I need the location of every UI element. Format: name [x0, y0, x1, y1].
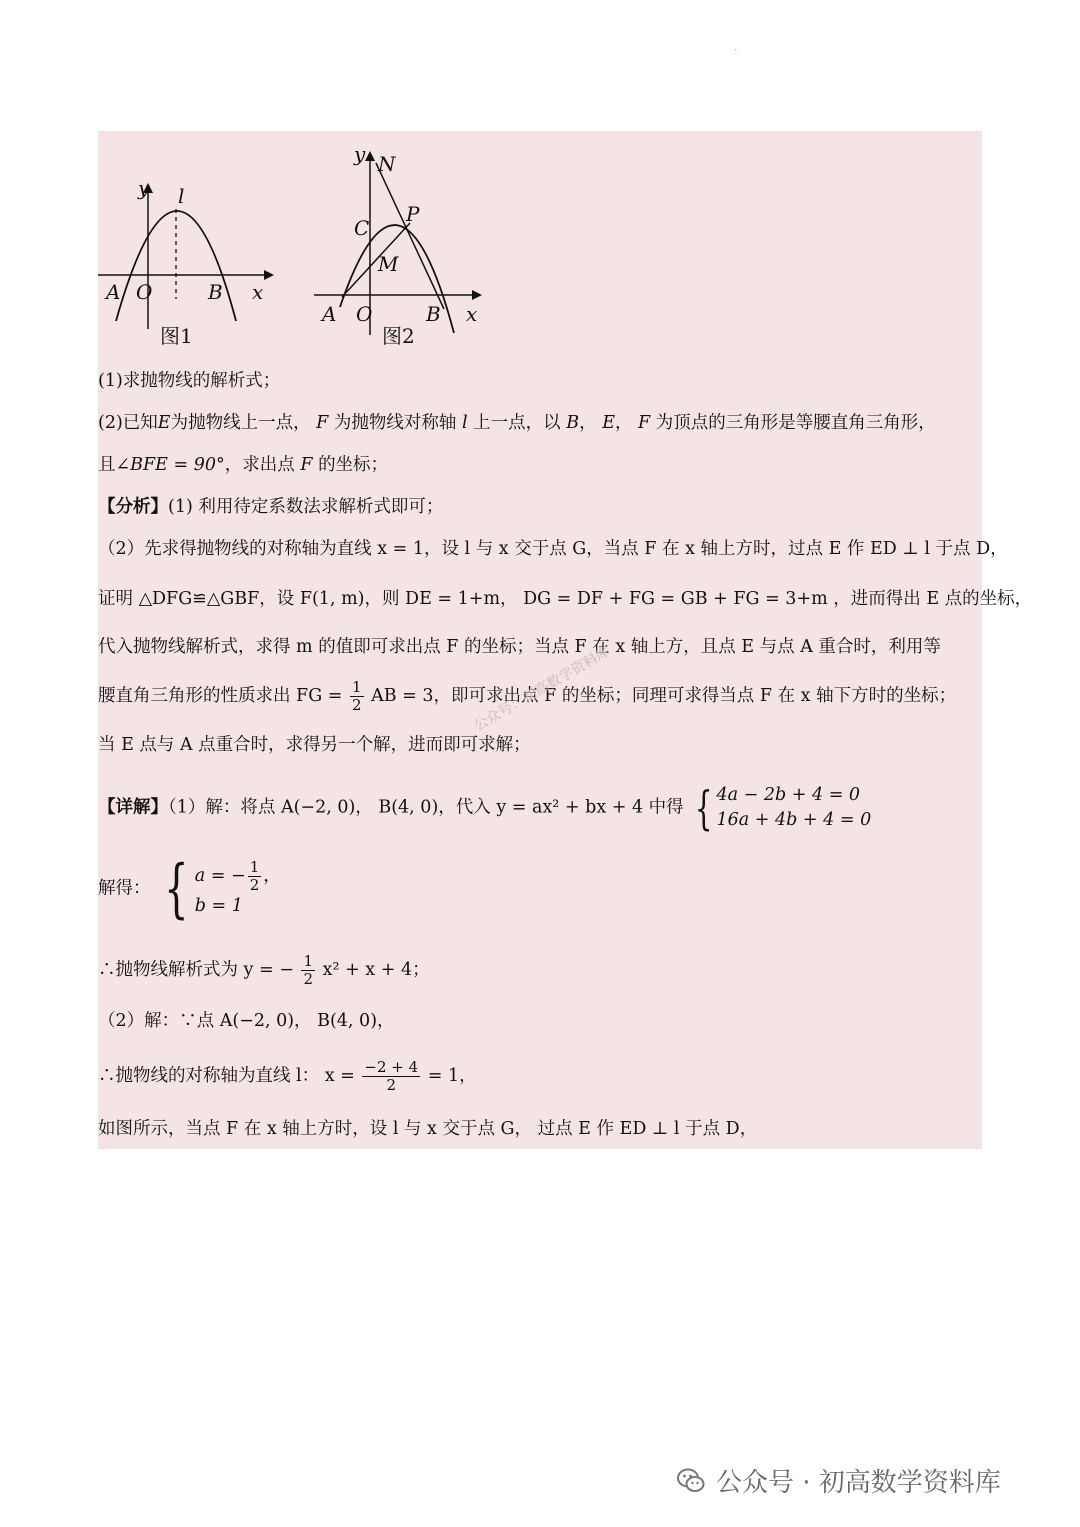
footer	[676, 1462, 1001, 1499]
fig2-A-label: A	[322, 302, 337, 326]
analysis-2: （2）先求得抛物线的对称轴为直线 x = 1，设 l 与 x 交于点 G，当点 F 在 x 轴上方时，过点 E 作 ED ⊥ l 于点 D，	[98, 539, 1008, 559]
fig2-y-label: y	[354, 142, 366, 166]
detail-1: 【详解】（1）解：将点 A(−2, 0)， B(4, 0)，代入 y = ax² + bx + 4 中得 { 4a − 2b + 4 = 0 16a + 4b + 4 = 0	[98, 781, 872, 835]
fig2-P-label: P	[406, 202, 420, 226]
figure-2-svg	[314, 141, 494, 351]
analysis-6: 当 E 点与 A 点重合时，求得另一个解，进而即可求解；	[98, 735, 531, 755]
fig2-O-label: O	[356, 302, 373, 326]
figure-1	[98, 171, 278, 365]
fig1-B-label: B	[208, 280, 223, 304]
fig1-caption: 图1	[160, 324, 193, 348]
page-mark: ˏ	[734, 40, 738, 51]
wechat-icon	[676, 1466, 706, 1496]
equation-system: 4a − 2b + 4 = 0 16a + 4b + 4 = 0	[716, 785, 872, 830]
fig1-l-label: l	[178, 184, 185, 208]
content-panel	[98, 131, 1033, 1149]
fig2-x-label: x	[466, 302, 478, 326]
figure-1-svg	[98, 171, 278, 361]
analysis-4: 代入抛物线解析式，求得 m 的值即可求出点 F 的坐标；当点 F 在 x 轴上方，且点 E 与点 A 重合时，利用等	[98, 637, 941, 657]
detail-4: （2）解：∵点 A(−2, 0)， B(4, 0)，	[98, 1011, 395, 1031]
figure-2	[314, 141, 494, 355]
fig1-O-label: O	[136, 280, 153, 304]
detail-6: 如图所示，当点 F 在 x 轴上方时，设 l 与 x 交于点 G， 过点 E 作 ED ⊥ l 于点 D，	[98, 1119, 758, 1139]
fig1-x-label: x	[252, 280, 264, 304]
watermark: 公众号：初高数学资料库	[471, 643, 613, 735]
detail-2: 解得： { a = − $\frac{1}{2}$ ， b = 1	[98, 852, 281, 926]
solution-system: a = − $\frac{1}{2}$ ， b = 1	[194, 858, 281, 916]
fraction-half: $\frac{1}{2}$	[352, 678, 362, 714]
detail-5: ∴抛物线的对称轴为直线 l： x = $\frac{-2 + 4}{2}$ = 1，	[98, 1058, 477, 1094]
question-1: (1)求抛物线的解析式；	[98, 371, 281, 391]
analysis-3: 证明 △DFG≌△GBF，设 F(1, m)，则 DE = 1+m， DG = DF + FG = GB + FG = 3+m ，进而得出 E 点的坐标，	[98, 589, 1033, 609]
fig1-A-label: A	[106, 280, 121, 304]
fig2-caption: 图2	[382, 324, 415, 348]
fig2-M-label: M	[378, 252, 399, 276]
fig2-C-label: C	[354, 216, 370, 240]
detail-3: ∴抛物线解析式为 y = − $\frac{1}{2}$ x² + x + 4；	[98, 952, 430, 988]
fig2-B-label: B	[426, 302, 441, 326]
fig2-N-label: N	[378, 152, 396, 176]
question-2: (2)已知E为抛物线上一点， F 为抛物线对称轴 l 上一点，以 B， E， F 为顶点的三角形是等腰直角三角形，	[98, 413, 936, 433]
question-2-cont: 且∠BFE = 90°，求出点 F 的坐标；	[98, 455, 389, 475]
analysis-5: 腰直角三角形的性质求出 FG = $\frac{1}{2}$ AB = 3，即可求出点 F 的坐标；同理可求得当点 F 在 x 轴下方时的坐标；	[98, 678, 957, 714]
fig1-y-label: y	[138, 176, 150, 200]
footer-text: 公众号 · 初高数学资料库	[716, 1468, 1001, 1498]
analysis-1: 【分析】(1) 利用待定系数法求解析式即可；	[98, 497, 444, 517]
